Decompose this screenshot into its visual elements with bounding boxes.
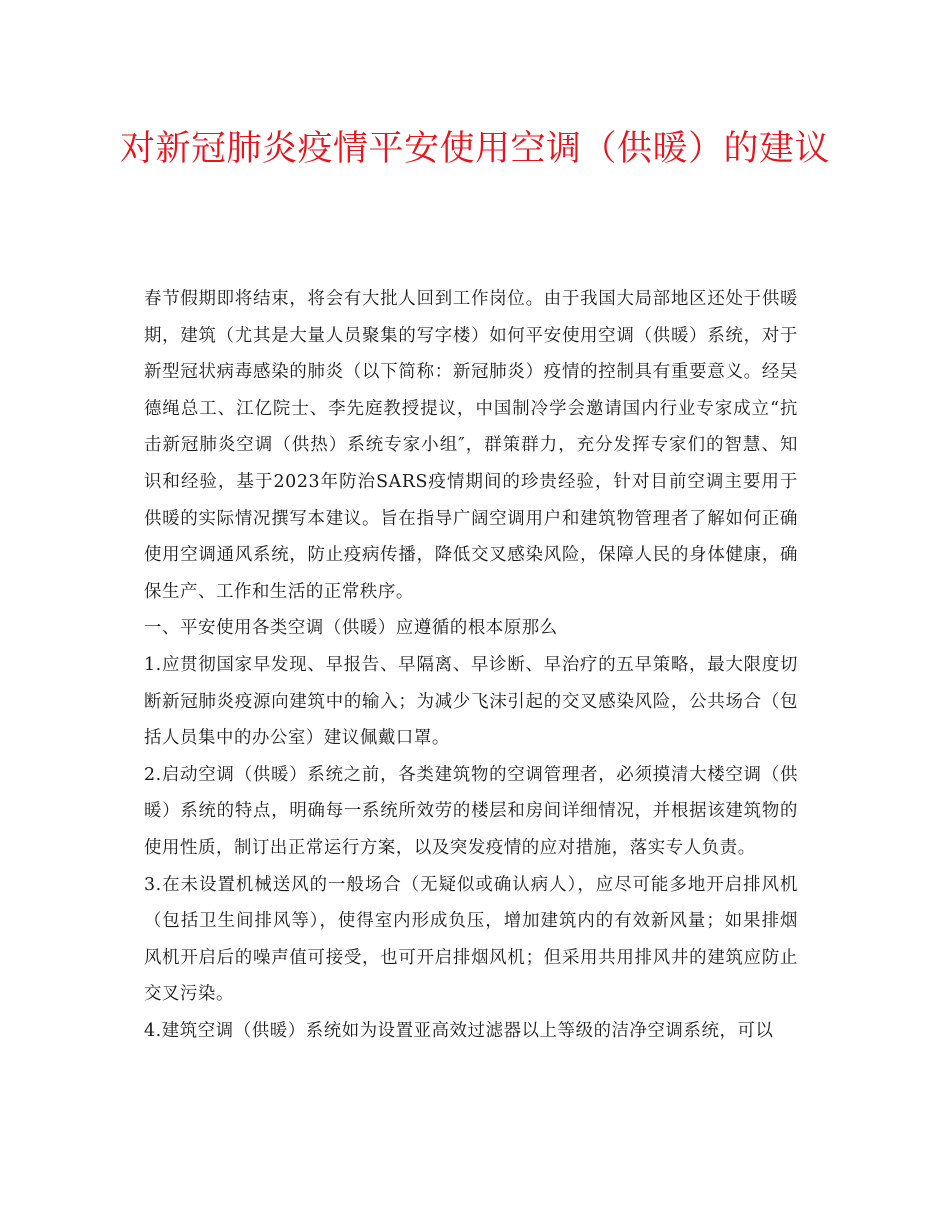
document-title: 对新冠肺炎疫情平安使用空调（供暖）的建议 [120, 129, 831, 169]
list-item-3: 3.在未设置机械送风的一般场合（无疑似或确认病人），应尽可能多地开启排风机（包括卫生间排风等），使得室内形成负压，增加建筑内的有效新风量；如果排烟风机开启后的噪声值可接受，也可开启排烟风机；但采用共用排风井的建筑应防止交叉污染。 [144, 874, 798, 1005]
list-item-2: 2.启动空调（供暖）系统之前，各类建筑物的空调管理者，必须摸清大楼空调（供暖）系统的特点，明确每一系统所效劳的楼层和房间详细情况，并根据该建筑物的使用性质，制订出正常运行方案，以及突发疫情的应对措施，落实专人负责。 [144, 764, 798, 858]
list-item-4: 4.建筑空调（供暖）系统如为设置亚高效过滤器以上等级的洁净空调系统，可以 [144, 1020, 774, 1041]
list-item-1: 1.应贯彻国家早发现、早报告、早隔离、早诊断、早治疗的五早策略，最大限度切断新冠肺炎疫源向建筑中的输入；为减少飞沫引起的交叉感染风险，公共场合（包括人员集中的办公室）建议佩戴口罩。 [144, 654, 798, 749]
section-heading: 一、平安使用各类空调（供暖）应遵循的根本原那么 [144, 618, 558, 639]
intro-paragraph: 春节假期即将结束，将会有大批人回到工作岗位。由于我国大局部地区还处于供暖期，建筑（尤其是大量人员聚集的写字楼）如何平安使用空调（供暖）系统，对于新型冠状病毒感染的肺炎（以下简称：新冠肺炎）疫情的控制具有重要意义。经吴德绳总工、江亿院士、李先庭教授提议，中国制冷学会邀请国内行业专家成立“抗击新冠肺炎空调（供热）系统专家小组″，群策群力，充分发挥专家们的智慧、知识和经验，基于2023年防治SARS疫情期间的珍贵经验，针对目前空调主要用于供暖的实际情况撰写本建议。旨在指导广阔空调用户和建筑物管理者了解如何正确使用空调通风系统，防止疫病传播，降低交叉感染风险，保障人民的身体健康，确保生产、工作和生活的正常秩序。 [144, 289, 798, 602]
document-body [144, 281, 798, 1049]
